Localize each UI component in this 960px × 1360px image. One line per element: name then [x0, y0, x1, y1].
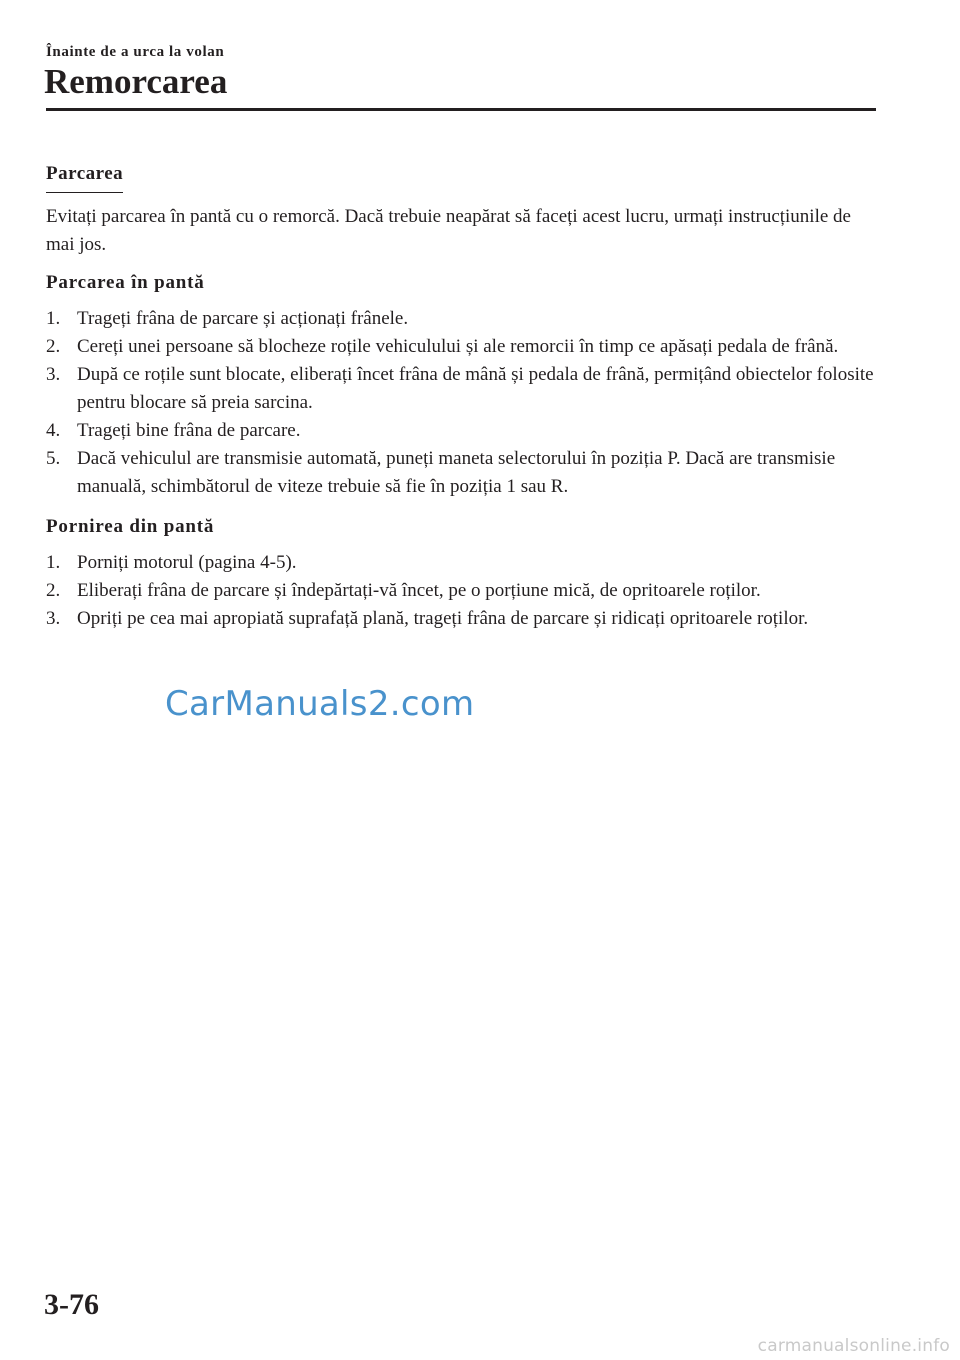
- step-number: 1.: [46, 552, 61, 573]
- list-item: [46, 577, 876, 605]
- step-text: Porniți motorul (pagina 4-5).: [77, 552, 297, 573]
- step-number: 2.: [46, 580, 61, 601]
- list-item: [46, 305, 876, 333]
- step-text: Dacă vehiculul are transmisie automată, puneți maneta selectorului în poziția P. Dacă are transmisie manuală, schimbătorul de viteze trebuie să fie în poziția 1 sau R.: [77, 448, 836, 497]
- page-title: Remorcarea: [44, 62, 228, 101]
- list-item: [46, 361, 876, 417]
- intro-paragraph: Evitați parcarea în pantă cu o remorcă. Dacă trebuie neapărat să faceți acest lucru, urmați instrucțiunile de mai jos.: [46, 206, 851, 255]
- step-number: 4.: [46, 420, 61, 441]
- parking-slope-heading: Parcarea în pantă: [46, 272, 205, 293]
- watermark: CarManuals2.com: [165, 684, 475, 724]
- parking-steps-list: [46, 305, 876, 501]
- step-number: 3.: [46, 364, 61, 385]
- section-heading: Parcarea: [46, 160, 123, 193]
- starting-steps-list: [46, 549, 876, 633]
- step-number: 5.: [46, 448, 61, 469]
- chapter-label: Înainte de a urca la volan: [46, 44, 225, 60]
- list-item: [46, 549, 876, 577]
- step-number: 3.: [46, 608, 61, 629]
- list-item: [46, 605, 876, 633]
- step-text: Trageți frâna de parcare și acționați frânele.: [77, 308, 409, 329]
- step-text: Opriți pe cea mai apropiată suprafață plană, trageți frâna de parcare și ridicați opritoarele roților.: [77, 608, 809, 629]
- step-text: Eliberați frâna de parcare și îndepărtați-vă încet, pe o porțiune mică, de opritoarele roților.: [77, 580, 761, 601]
- step-number: 2.: [46, 336, 61, 357]
- list-item: [46, 417, 876, 445]
- list-item: [46, 445, 876, 501]
- step-text: După ce roțile sunt blocate, eliberați încet frâna de mână și pedala de frână, permițând obiectelor folosite pentru blocare să preia sarcina.: [77, 364, 874, 413]
- starting-slope-heading: Pornirea din pantă: [46, 516, 215, 537]
- list-item: [46, 333, 876, 361]
- step-text: Trageți bine frâna de parcare.: [77, 420, 301, 441]
- step-text: Cereți unei persoane să blocheze roțile vehiculului și ale remorcii în timp ce apăsați pedala de frână.: [77, 336, 839, 357]
- step-number: 1.: [46, 308, 61, 329]
- content: [46, 160, 876, 645]
- title-divider: [46, 108, 876, 111]
- footer-watermark: carmanualsonline.info: [757, 1336, 950, 1356]
- page-number: 3-76: [44, 1288, 99, 1321]
